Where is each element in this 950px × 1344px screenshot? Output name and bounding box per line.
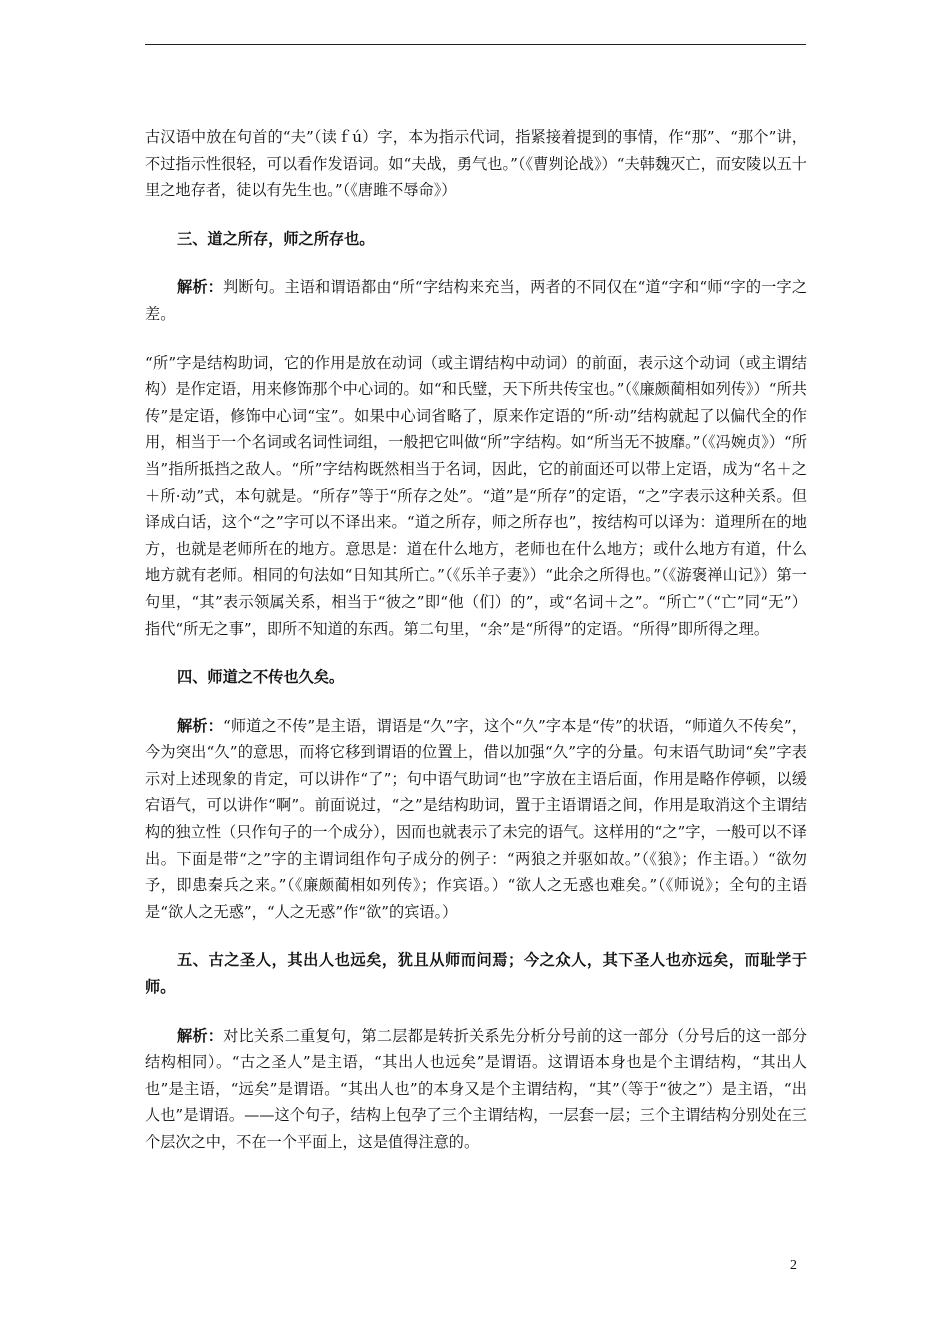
heading-section-4: 四、师道之不传也久矣。: [177, 668, 345, 687]
page-body: [145, 124, 807, 1156]
paragraph-suo-particle: “所”字是结构助词，它的作用是放在动词（或主谓结构中动词）的前面，表示这个动词（或主谓结构）是作定语，用来修饰那个中心词的。如“和氏璧，天下所共传宝也。”（《廉颇蔺相如列传》）“所共传”是定语，修饰中心词“宝”。如果中心词省略了，原来作定语的“所·动”结构就起了以偏代全的作用，相当于一个名词或名词性词组，一般把它叫做“所”字结构。如“所当无不披靡。”（《冯婉贞》）“所当”指所抵挡之敌人。“所”字结构既然相当于名词，因此，它的前面还可以带上定语，成为“名＋之＋所·动”式，本句就是。“所存”等于“所存之处”。“道”是“所存”的定语，“之”字表示这种关系。但译成白话，这个“之”字可以不译出来。“道之所存，师之所存也”，按结构可以译为：道理所在的地方，也就是老师所在的地方。意思是：道在什么地方，老师也在什么地方；或什么地方有道，什么地方就有老师。相同的句法如“日知其所亡。”（《乐羊子妻》）“此余之所得也。”（《游褒禅山记》）第一句里，“其”表示领属关系，相当于“彼之”即“他（们）的”，或“名词＋之”。“所亡”（“亡”同“无”）指代“所无之事”，即所不知道的东西。第二句里，“余”是“所得”的定语。“所得”即所得之理。: [145, 353, 807, 638]
analysis-section-5: [145, 1023, 807, 1156]
analysis-section-3: [145, 274, 807, 327]
analysis-text: 对比关系二重复句，第二层都是转折关系先分析分号前的这一部分（分号后的这一部分结构相同）。“古之圣人”是主语，“其出人也远矣”是谓语。这谓语本身也是个主谓结构，“其出人也”是主语，“远矣”是谓语。“其出人也”的本身又是个主谓结构，“其”（等于“彼之”）是主语，“出人也”是谓语。——这个句子，结构上包孕了三个主谓结构，一层套一层；三个主谓结构分别处在三个层次之中，不在一个平面上，这是值得注意的。: [145, 1026, 808, 1151]
paragraph-fu-particle: 古汉语中放在句首的“夫”（读ｆú）字，本为指示代词，指紧接着提到的事情，作“那”、“那个”讲，不过指示性很轻，可以看作发语词。如“夫战，勇气也。”（《曹刿论战》）“夫韩魏灭亡，而安陵以五十里之地存者，徒以有先生也。”（《唐雎不辱命》）: [145, 128, 807, 200]
heading-section-3: 三、道之所存，师之所存也。: [177, 229, 375, 248]
heading-section-5: 五、古之圣人，其出人也远矣，犹且从师而问焉；今之众人，其下圣人也亦远矣，而耻学于师。: [145, 951, 807, 997]
analysis-label: 解析：: [177, 278, 224, 297]
analysis-label: 解析：: [177, 1026, 224, 1045]
page-number: 2: [790, 1258, 797, 1273]
header-rule: [145, 44, 806, 45]
analysis-section-4: [145, 713, 807, 926]
analysis-text: “师道之不传”是主语，谓语是“久”字，这个“久”字本是“传”的状语，“师道久不传矣”，今为突出“久”的意思，而将它移到谓语的位置上，借以加强“久”字的分量。句末语气助词“矣”字表示对上述现象的肯定，可以讲作“了”；句中语气助词“也”字放在主语后面，作用是略作停顿，以缓宕语气，可以讲作“啊”。前面说过，“之”是结构助词，置于主语谓语之间，作用是取消这个主谓结构的独立性（只作句子的一个成分），因而也就表示了未完的语气。这样用的“之”字，一般可以不译出。下面是带“之”字的主谓词组作句子成分的例子：“两狼之并驱如故。”（《狼》；作主语。）“欲勿予，即患秦兵之来。”（《廉颇蔺相如列传》；作宾语。）“欲人之无惑也难矣。”（《师说》；全句的主语是“欲人之无惑”，“人之无惑”作“欲”的宾语。）: [145, 716, 807, 921]
analysis-text: 判断句。主语和谓语都由“所“字结构来充当，两者的不同仅在“道“字和“师“字的一字之差。: [145, 278, 808, 323]
analysis-label: 解析：: [177, 716, 223, 735]
